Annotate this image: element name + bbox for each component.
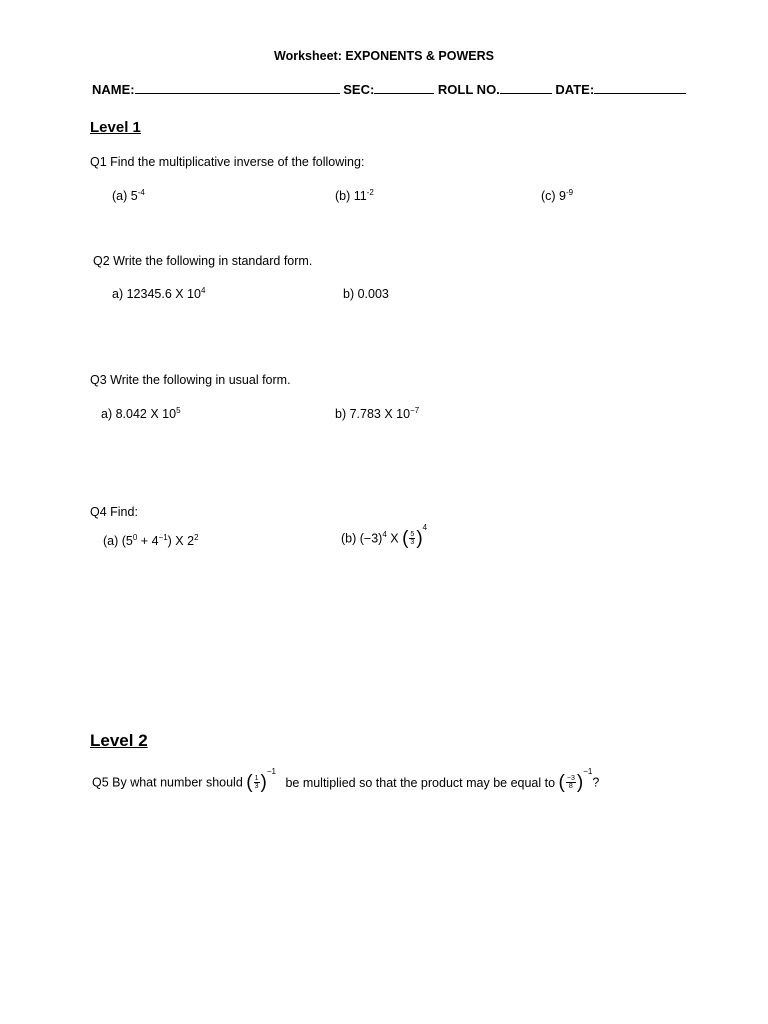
q4a-tail: ) X 2 [167, 534, 195, 548]
left-paren: ( [558, 772, 565, 794]
q4b-exp: 4 [382, 529, 387, 539]
q4-prompt: Q4 Find: [90, 505, 138, 519]
q5-middle-text: be multiplied so that the product may be equal to [285, 775, 556, 790]
q5-denominator-1: 3 [254, 783, 259, 791]
level-1-heading: Level 1 [90, 119, 141, 136]
q5-question [92, 767, 600, 798]
worksheet-title: Worksheet: EXPONENTS & POWERS [274, 49, 494, 63]
q1c-base: (c) 9 [541, 189, 566, 203]
roll-blank[interactable] [500, 82, 552, 94]
q3b-exponent: −7 [410, 405, 420, 415]
q5-fraction-2 [566, 775, 576, 790]
q4b-outer-exp: 4 [422, 523, 428, 532]
q4-option-b [341, 523, 428, 552]
q4a-mid: + 4 [137, 534, 159, 548]
q4-option-a [103, 534, 199, 548]
left-paren: ( [246, 772, 253, 794]
roll-label: ROLL NO. [437, 82, 500, 97]
q4a-open: (a) (5 [103, 534, 133, 548]
q3b-text: b) 7.783 X 10 [335, 407, 411, 421]
q5-numerator-1: 1 [254, 775, 259, 783]
q1a-base: (a) 5 [112, 189, 138, 203]
q4b-times: X [386, 531, 403, 546]
q5-fraction-1 [254, 775, 260, 790]
q3-option-b [335, 407, 419, 421]
q2-option-b: b) 0.003 [343, 287, 389, 301]
right-paren: ) [416, 528, 423, 550]
q5-prompt: Q5 By what number should [92, 775, 243, 790]
q5-numerator-2: −3 [566, 775, 575, 783]
q4b-fraction [409, 531, 415, 546]
q1b-exponent: -2 [366, 187, 374, 197]
q3-option-a [101, 407, 181, 421]
date-blank[interactable] [594, 82, 686, 94]
q4b-denominator: 3 [410, 539, 415, 547]
q2a-text: a) 12345.6 X 10 [112, 287, 201, 301]
q3a-exponent: 5 [176, 405, 181, 415]
q1b-base: (b) 11 [335, 189, 367, 203]
q4a-exp2: 2 [194, 532, 199, 542]
q1c-exponent: -9 [566, 187, 574, 197]
q4a-exp1: −1 [158, 532, 168, 542]
q1-option-c [541, 189, 573, 203]
right-paren: ) [260, 772, 267, 794]
left-paren: ( [402, 528, 409, 550]
student-info-header [92, 82, 686, 97]
sec-blank[interactable] [374, 82, 434, 94]
q1-option-b [335, 189, 374, 203]
q5-denominator-2: 8 [568, 783, 573, 791]
q2-prompt: Q2 Write the following in standard form. [93, 254, 313, 268]
q5-exp-1: −1 [266, 767, 276, 776]
q1a-exponent: -4 [137, 187, 145, 197]
q3-prompt: Q3 Write the following in usual form. [90, 373, 291, 387]
q5-question-mark: ? [592, 775, 600, 790]
right-paren: ) [576, 772, 584, 794]
q5-exp-2: −1 [583, 767, 593, 776]
name-blank[interactable] [135, 82, 340, 94]
name-label: NAME: [92, 82, 135, 97]
q2-option-a [112, 287, 205, 301]
level-2-heading: Level 2 [90, 731, 148, 750]
sec-label: SEC: [343, 82, 375, 97]
date-label: DATE: [555, 82, 595, 97]
q3a-text: a) 8.042 X 10 [101, 407, 177, 421]
q4b-base: (b) (−3) [341, 531, 383, 546]
q1-prompt: Q1 Find the multiplicative inverse of the following: [90, 155, 365, 169]
q1-option-a [112, 189, 145, 203]
q2a-exponent: 4 [200, 285, 206, 295]
q4a-exp0: 0 [132, 532, 138, 542]
q4b-numerator: 5 [410, 531, 415, 539]
